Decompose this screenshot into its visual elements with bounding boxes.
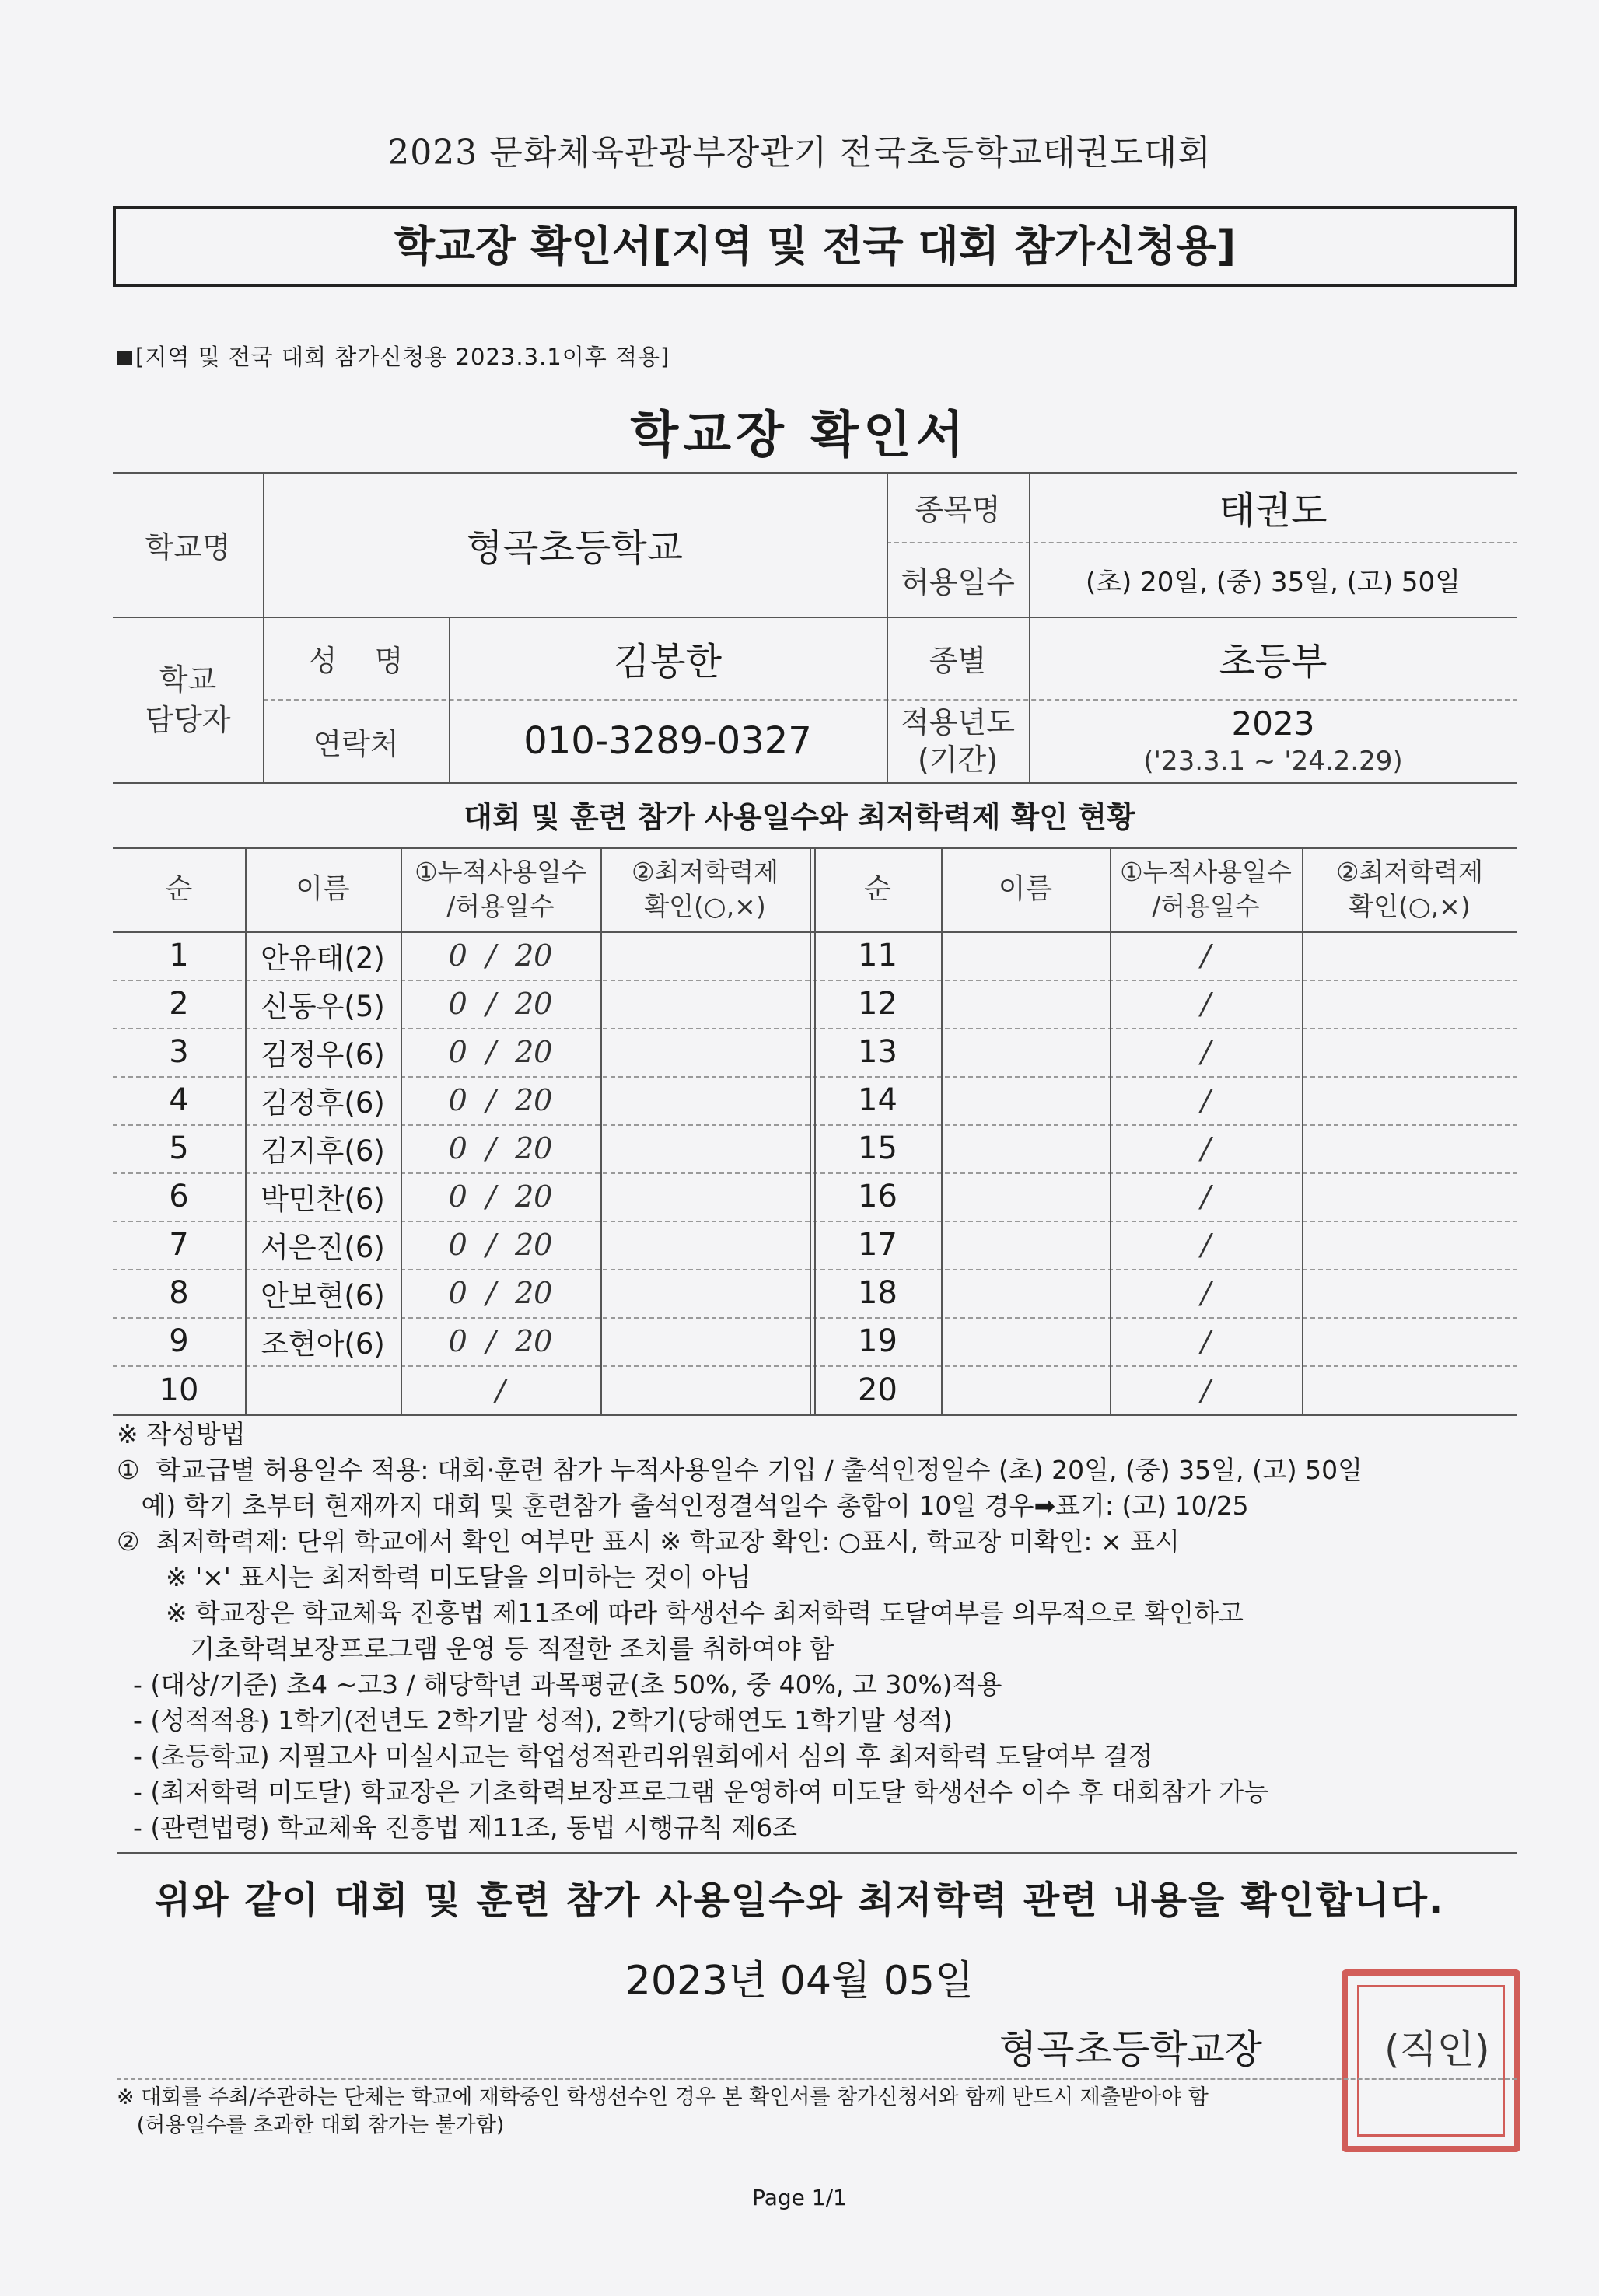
header-days-left: ①누적사용일수 /허용일수: [415, 857, 586, 921]
manager-label: 학교 담당자: [145, 662, 231, 737]
row-name: 안보현(6): [261, 1279, 385, 1312]
row-days: 0 / 20: [448, 1179, 553, 1214]
manager-name-value: 김봉한: [613, 639, 723, 683]
note-line: - (대상/기준) 초4 ~고3 / 해당학년 과목평균(초 50%, 중 40%, 고 30%)적용: [117, 1669, 1002, 1700]
apply-year-label: 적용년도 (기간): [901, 705, 1015, 777]
row-days-empty: /: [1201, 1035, 1211, 1069]
note-line: 기초학력보장프로그램 운영 등 적절한 조치를 취하여야 함: [117, 1634, 834, 1664]
apply-period: ('23.3.1 ~ '24.2.29): [1143, 746, 1403, 777]
used-days: 0: [448, 987, 467, 1021]
used-days: 0: [448, 1083, 467, 1117]
row-name: 김정우(6): [261, 1038, 385, 1071]
note-line: - (초등학교) 지필고사 미실시교는 학업성적관리위원회에서 심의 후 최저학력 도달여부 결정: [117, 1741, 1153, 1771]
row-no: 8: [169, 1275, 189, 1311]
row-no: 1: [169, 938, 189, 973]
info-table: [113, 472, 1517, 783]
allowed-days: 20: [514, 938, 553, 973]
row-no: 10: [159, 1372, 199, 1408]
row-days: 0 / 20: [448, 987, 553, 1021]
header-name-right: 이름: [998, 873, 1053, 905]
note-line: - (성적적용) 1학기(전년도 2학기말 성적), 2학기(당해연도 1학기말 성적): [117, 1705, 953, 1735]
seal-label: (직인): [1384, 2027, 1490, 2072]
principal-name: 형곡초등학교장: [999, 2027, 1263, 2072]
used-days: 0: [448, 1131, 467, 1165]
header-academic-left: ②최저학력제 확인(○,×): [632, 857, 779, 921]
division-value: 초등부: [1219, 639, 1328, 683]
participant-table: [113, 847, 1517, 1415]
row-days-empty: /: [1201, 1276, 1211, 1310]
row-no: 19: [858, 1323, 897, 1359]
used-days: 0: [448, 1324, 467, 1358]
row-days: 0 / 20: [448, 1035, 553, 1069]
header-no-right: 순: [864, 873, 891, 905]
note-line: - (관련법령) 학교체육 진흥법 제11조, 동법 시행규칙 제6조: [117, 1812, 797, 1843]
row-days: 0 / 20: [448, 1228, 553, 1262]
school-label: 학교명: [145, 529, 231, 564]
row-name: 조현아(6): [261, 1327, 385, 1361]
row-no: 13: [858, 1034, 897, 1070]
row-no: 5: [169, 1131, 189, 1166]
division-label: 종별: [929, 643, 987, 678]
header-no-left: 순: [165, 873, 193, 905]
allowed-days: 20: [514, 1324, 553, 1358]
note-line: ① 학교급별 허용일수 적용: 대회·훈련 참가 누적사용일수 기입 / 출석인정일수 (초) 20일, (중) 35일, (고) 50일: [117, 1455, 1363, 1485]
page-number: Page 1/1: [752, 2185, 847, 2210]
header-days-right: ①누적사용일수 /허용일수: [1120, 857, 1292, 921]
event-header: 2023 문화체육관광부장관기 전국초등학교태권도대회: [387, 133, 1212, 173]
used-days: 0: [448, 1179, 467, 1214]
document-title: 학교장 확인서[지역 및 전국 대회 참가신청용]: [113, 206, 1517, 287]
row-days-empty: /: [1201, 1324, 1211, 1358]
row-no: 2: [169, 986, 189, 1022]
footnote: [117, 2084, 1517, 2140]
allowed-days: 20: [514, 1035, 553, 1069]
used-days: 0: [448, 1228, 467, 1262]
used-days: 0: [448, 1035, 467, 1069]
note-line: ※ '×' 표시는 최저학력 미도달을 의미하는 것이 아님: [117, 1562, 751, 1592]
row-no: 11: [858, 938, 897, 973]
allowed-days: 20: [514, 1131, 553, 1165]
contact-label: 연락처: [313, 726, 399, 761]
allowed-days: 20: [514, 1179, 553, 1214]
section-note-text: [지역 및 전국 대회 참가신청용 2023.3.1이후 적용]: [135, 344, 670, 370]
allowed-days: 20: [514, 1083, 553, 1117]
row-days-empty: /: [1201, 1228, 1211, 1262]
contact-value: 010-3289-0327: [523, 719, 812, 763]
apply-year-cell: [1029, 699, 1517, 783]
row-name: 김정후(6): [261, 1086, 385, 1120]
row-no: 14: [858, 1082, 897, 1118]
footnote-line: (허용일수를 초과한 대회 참가는 불가함): [117, 2113, 505, 2137]
row-days: 0 / 20: [448, 938, 553, 973]
row-days-empty: /: [1201, 938, 1211, 973]
row-name: 안유태(2): [261, 942, 385, 975]
row-no: 18: [858, 1275, 897, 1311]
square-bullet-icon: [117, 351, 132, 365]
row-days-empty: /: [1201, 1372, 1211, 1407]
allowed-days: 20: [514, 1228, 553, 1262]
row-days-empty: /: [495, 1372, 506, 1407]
row-days: 0 / 20: [448, 1324, 553, 1358]
row-no: 6: [169, 1179, 189, 1214]
row-name: 박민찬(6): [261, 1183, 385, 1216]
row-no: 20: [858, 1372, 897, 1408]
row-days-empty: /: [1201, 1083, 1211, 1117]
note-line: 예) 학기 초부터 현재까지 대회 및 훈련참가 출석인정결석일수 총합이 10일 경우➡표기: (고) 10/25: [117, 1490, 1249, 1521]
note-line: - (최저학력 미도달) 학교장은 기초학력보장프로그램 운영하여 미도달 학생선수 이수 후 대회참가 가능: [117, 1777, 1269, 1807]
issue-date: 2023년 04월 05일: [625, 1958, 974, 2004]
event-label: 종목명: [915, 492, 1001, 527]
row-days: 0 / 20: [448, 1083, 553, 1117]
row-no: 16: [858, 1179, 897, 1214]
apply-year-value: 2023: [1231, 704, 1315, 743]
confirm-statement: 위와 같이 대회 및 훈련 참가 사용일수와 최저학력 관련 내용을 확인합니다.: [154, 1878, 1445, 1922]
status-title: 대회 및 훈련 참가 사용일수와 최저학력제 확인 현황: [464, 800, 1135, 834]
note-line: ② 최저학력제: 단위 학교에서 확인 여부만 표시 ※ 학교장 확인: ○표시, 학교장 미확인: × 표시: [117, 1526, 1180, 1557]
header-name-left: 이름: [296, 873, 350, 905]
row-name: 서은진(6): [261, 1231, 385, 1264]
row-name: 김지후(6): [261, 1134, 385, 1168]
row-no: 9: [169, 1323, 189, 1359]
note-line: ※ 작성방법: [117, 1419, 246, 1449]
row-days: 0 / 20: [448, 1276, 553, 1310]
header-academic-right: ②최저학력제 확인(○,×): [1336, 857, 1483, 921]
name-label: 성 명: [308, 643, 404, 678]
row-no: 3: [169, 1034, 189, 1070]
row-days: 0 / 20: [448, 1131, 553, 1165]
row-name: 신동우(5): [261, 990, 385, 1023]
event-value: 태권도: [1219, 488, 1328, 533]
used-days: 0: [448, 1276, 467, 1310]
section-note: [117, 340, 670, 372]
used-days: 0: [448, 938, 467, 973]
footnote-line: ※ 대회를 주최/주관하는 단체는 학교에 재학중인 학생선수인 경우 본 확인서를 참가신청서와 함께 반드시 제출받아야 함: [117, 2085, 1209, 2109]
main-title: 학교장 확인서: [630, 407, 969, 464]
row-no: 15: [858, 1131, 897, 1166]
note-line: ※ 학교장은 학교체육 진흥법 제11조에 따라 학생선수 최저학력 도달여부를 의무적으로 확인하고: [117, 1598, 1244, 1628]
row-no: 4: [169, 1082, 189, 1118]
row-no: 7: [169, 1227, 189, 1263]
allowed-days-label: 허용일수: [901, 564, 1015, 599]
row-days-empty: /: [1201, 1131, 1211, 1165]
allowed-days: 20: [514, 987, 553, 1021]
allowed-days: 20: [514, 1276, 553, 1310]
school-value: 형곡초등학교: [466, 526, 684, 570]
row-days-empty: /: [1201, 1179, 1211, 1214]
row-no: 17: [858, 1227, 897, 1263]
row-no: 12: [858, 986, 897, 1022]
writing-notes: [117, 1417, 1517, 1846]
allowed-days-value: (초) 20일, (중) 35일, (고) 50일: [1085, 566, 1461, 598]
row-days-empty: /: [1201, 987, 1211, 1021]
